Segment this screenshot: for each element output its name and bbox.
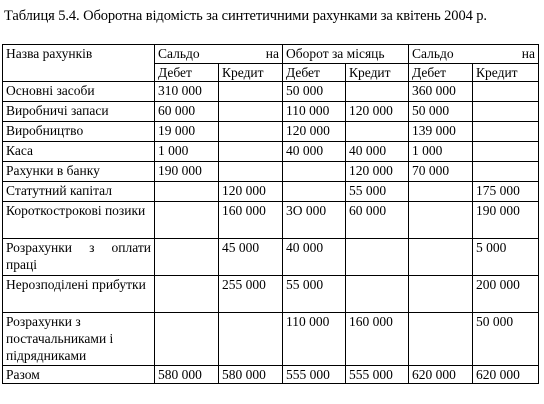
amount-cell: 60 000 — [346, 202, 409, 239]
total-row — [3, 366, 539, 384]
amount-cell — [155, 276, 219, 313]
amount-cell — [409, 239, 473, 276]
account-name-cell: Виробництво — [3, 122, 155, 142]
amount-cell: 55 000 — [346, 182, 409, 202]
amount-cell: 5 000 — [473, 239, 539, 276]
amount-cell — [346, 82, 409, 102]
account-name-cell: Короткострокові позики — [3, 202, 155, 239]
account-name-cell: Виробничі запаси — [3, 102, 155, 122]
amount-cell: 120 000 — [219, 182, 283, 202]
amount-cell — [409, 313, 473, 366]
account-name-cell: Каса — [3, 142, 155, 162]
table-row — [3, 276, 539, 313]
amount-cell: 1 000 — [155, 142, 219, 162]
table-row — [3, 162, 539, 182]
amount-cell: 120 000 — [283, 122, 346, 142]
amount-cell: 1 000 — [409, 142, 473, 162]
amount-cell: 120 000 — [346, 102, 409, 122]
table-row — [3, 313, 539, 366]
header-turnover: Оборот за місяць — [283, 45, 409, 64]
amount-cell — [219, 162, 283, 182]
amount-cell — [219, 313, 283, 366]
total-amount-cell: 620 000 — [409, 366, 473, 384]
table-row — [3, 182, 539, 202]
table-row — [3, 202, 539, 239]
amount-cell: 160 000 — [219, 202, 283, 239]
amount-cell: 3О 000 — [283, 202, 346, 239]
header-opening-credit: Кредит — [219, 64, 283, 82]
total-amount-cell: 555 000 — [346, 366, 409, 384]
amount-cell — [473, 102, 539, 122]
account-name-cell: Розрахунки з оплати праці — [3, 239, 155, 276]
amount-cell: 175 000 — [473, 182, 539, 202]
table-caption: Таблиця 5.4. Оборотна відомість за синтетичними рахунками за квітень 2004 р. — [4, 8, 487, 24]
table-row — [3, 82, 539, 102]
amount-cell: 40 000 — [283, 239, 346, 276]
header-opening-balance: Сальдо на — [155, 45, 283, 64]
turnover-sheet-table — [2, 44, 539, 384]
amount-cell: 110 000 — [283, 313, 346, 366]
amount-cell: 50 000 — [473, 313, 539, 366]
amount-cell: 310 000 — [155, 82, 219, 102]
amount-cell — [219, 122, 283, 142]
amount-cell — [346, 239, 409, 276]
amount-cell: 55 000 — [283, 276, 346, 313]
header-closing-credit: Кредит — [473, 64, 539, 82]
header-closing-balance: Сальдо на — [409, 45, 539, 64]
amount-cell: 200 000 — [473, 276, 539, 313]
amount-cell — [473, 122, 539, 142]
amount-cell — [409, 276, 473, 313]
account-name-cell: Статутний капітал — [3, 182, 155, 202]
amount-cell — [219, 102, 283, 122]
amount-cell: 360 000 — [409, 82, 473, 102]
amount-cell: 139 000 — [409, 122, 473, 142]
account-name-cell: Нерозподілені прибутки — [3, 276, 155, 313]
amount-cell — [283, 182, 346, 202]
amount-cell — [346, 122, 409, 142]
table-row — [3, 142, 539, 162]
header-closing-debit: Дебет — [409, 64, 473, 82]
account-name-cell: Основні засоби — [3, 82, 155, 102]
amount-cell — [155, 239, 219, 276]
amount-cell: 50 000 — [283, 82, 346, 102]
amount-cell: 40 000 — [283, 142, 346, 162]
amount-cell: 19 000 — [155, 122, 219, 142]
amount-cell — [409, 182, 473, 202]
total-amount-cell: 620 000 — [473, 366, 539, 384]
amount-cell: 50 000 — [409, 102, 473, 122]
amount-cell — [409, 202, 473, 239]
amount-cell: 70 000 — [409, 162, 473, 182]
header-turnover-credit: Кредит — [346, 64, 409, 82]
account-name-cell: Розрахунки з постачальниками і підрядниками — [3, 313, 155, 366]
amount-cell — [155, 202, 219, 239]
amount-cell: 160 000 — [346, 313, 409, 366]
amount-cell: 110 000 — [283, 102, 346, 122]
table-row — [3, 122, 539, 142]
amount-cell: 40 000 — [346, 142, 409, 162]
amount-cell — [219, 142, 283, 162]
amount-cell — [346, 276, 409, 313]
amount-cell — [219, 82, 283, 102]
amount-cell — [283, 162, 346, 182]
header-turnover-debit: Дебет — [283, 64, 346, 82]
total-amount-cell: 580 000 — [155, 366, 219, 384]
amount-cell: 255 000 — [219, 276, 283, 313]
header-row — [3, 45, 539, 64]
amount-cell: 190 000 — [155, 162, 219, 182]
total-amount-cell: 555 000 — [283, 366, 346, 384]
amount-cell — [473, 162, 539, 182]
amount-cell — [473, 142, 539, 162]
header-account-name: Назва рахунків — [3, 45, 155, 82]
table-row — [3, 102, 539, 122]
table-row — [3, 239, 539, 276]
amount-cell: 60 000 — [155, 102, 219, 122]
header-opening-debit: Дебет — [155, 64, 219, 82]
amount-cell — [155, 182, 219, 202]
account-name-cell: Рахунки в банку — [3, 162, 155, 182]
amount-cell: 45 000 — [219, 239, 283, 276]
total-label-cell: Разом — [3, 366, 155, 384]
amount-cell — [473, 82, 539, 102]
amount-cell: 120 000 — [346, 162, 409, 182]
amount-cell — [155, 313, 219, 366]
total-amount-cell: 580 000 — [219, 366, 283, 384]
amount-cell: 190 000 — [473, 202, 539, 239]
